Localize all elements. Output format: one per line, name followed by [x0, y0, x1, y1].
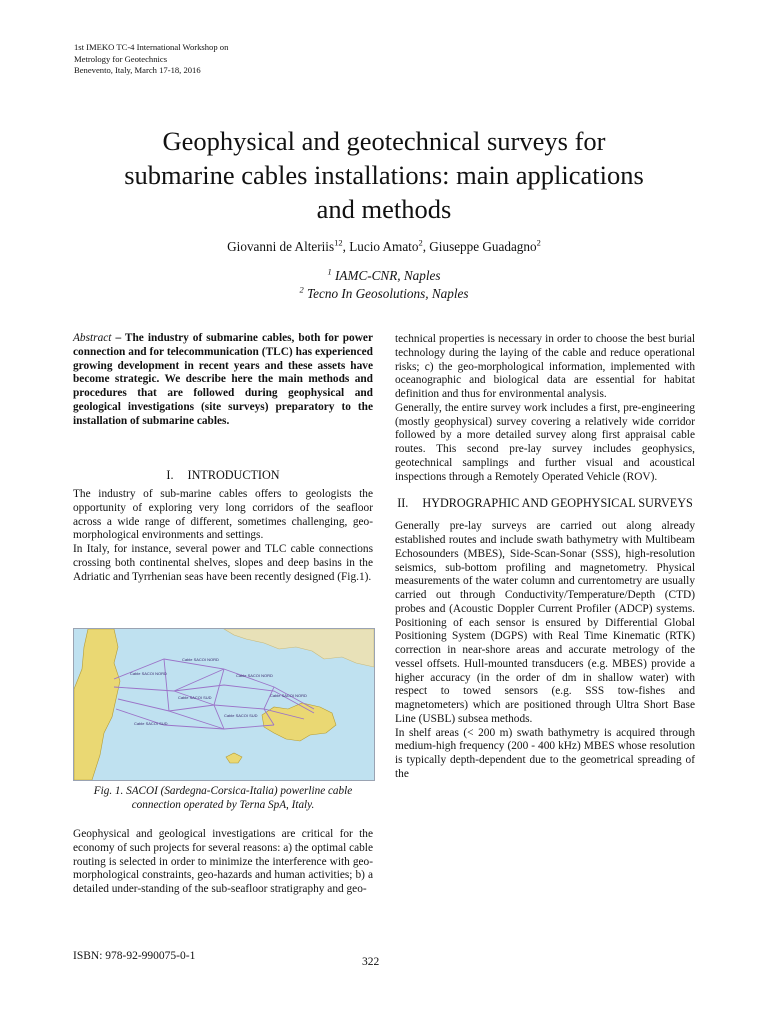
- map-label: Cable SACOI SUD: [134, 721, 168, 726]
- affiliation-1: [40, 267, 728, 285]
- caption-line-2: connection operated by Terna SpA, Italy.: [131, 798, 315, 811]
- affiliation-1-mark: 1: [327, 266, 332, 277]
- figure-1-map: [73, 628, 375, 781]
- section-introduction: [73, 468, 373, 584]
- author-1: Giovanni de Alteriis: [227, 239, 335, 254]
- abstract: [73, 332, 373, 428]
- caption-line-1: Fig. 1. SACOI (Sardegna-Corsica-Italia) powerline cable: [93, 785, 353, 797]
- section-1-number: I.: [166, 468, 174, 482]
- title-line-3: and methods: [316, 194, 452, 224]
- affiliation-1-text: IAMC-CNR, Naples: [335, 268, 441, 283]
- author-separator: ,: [422, 239, 430, 254]
- map-label: Cable SACOI NORD: [236, 673, 273, 678]
- abstract-text: The industry of submarine cables, both for power connection and for telecommunication (TLC) has experienced growing development in recent years and these assets have become strategic. We describe here the main methods and procedures that are followed during geophysical and geological investigations (site surveys) preparatory to the installation of submarine cables.: [73, 332, 373, 427]
- isbn: ISBN: 978-92-990075-0-1: [73, 950, 196, 962]
- paper-title: [40, 124, 728, 226]
- section-1-heading: [73, 468, 373, 483]
- right-column: [395, 333, 695, 782]
- author-separator: ,: [342, 239, 350, 254]
- survey-paragraph-1: Generally pre-lay surveys are carried out along already established routes and include swath bathymetry with Multibeam Echosounders (MBES), Side-Scan-Sonar (SSS), high-resolution seismics, sub-bottom profiling and magnetometry. Physical measurements of the water column and currentometry are usually carried out through Conductivity/Temperature/Depth (CTD) probes and (Acoustic Doppler Current Profiler (ADCP) systems. Positioning of each sensor is ensured by Differential Global Positioning System (DGPS) with Real Time Kinematic (RTK) correction in near-shore areas and accurate metrology of the vessel offsets. Hull-mounted transducers (e.g. MBES) provide a higher accuracy (in the order of dm in shallow water) with respect to towed sensors (e.g. SSS tow-fishes and magnetometers) which are positioned through Ultra Short Base Line (USBL) subsea methods.: [395, 520, 695, 725]
- affiliation-2-mark: 2: [299, 284, 304, 295]
- sacoi-map-illustration: [74, 629, 374, 780]
- map-label: Cable SACOI SUD: [224, 713, 258, 718]
- author-2-affil: 2: [418, 237, 423, 248]
- author-list: [40, 239, 728, 255]
- section-2-number: II.: [397, 496, 409, 511]
- page-number: 322: [362, 956, 380, 968]
- abstract-dash: –: [111, 332, 125, 344]
- map-label: Cable SACOI NORD: [270, 693, 307, 698]
- section-2-heading: [395, 496, 695, 511]
- right-paragraph-2: Generally, the entire survey work includes a first, pre-engineering (mostly geophysical) survey covering a relatively wide corridor followed by a more detailed survey along first appraisal cable routes. This second pre-lay survey includes geophysics, geotechnical samplings and further visual and acoustical inspections through a Remotely Operated Vehicle (ROV).: [395, 401, 695, 483]
- abstract-label: Abstract: [73, 332, 112, 344]
- intro-paragraph-2: In Italy, for instance, several power and TLC cable connections crossing both continental shelves, slopes and deep basins in the Adriatic and Tyrrhenian seas have been recently designed (Fig.1).: [73, 543, 373, 583]
- section-1-title: INTRODUCTION: [187, 468, 280, 482]
- survey-paragraph-2: In shelf areas (< 200 m) swath bathymetry is acquired through medium-high frequency (200 - 400 kHz) MBES whose resolution is typically depth-dependent due to the geometrical spreading of the: [395, 726, 695, 780]
- header-line-3: Benevento, Italy, March 17-18, 2016: [74, 65, 201, 75]
- title-line-2: submarine cables installations: main applications: [124, 160, 644, 190]
- affiliations: [40, 267, 728, 303]
- conference-header: [74, 42, 228, 77]
- map-label: Cable SACOI NORD: [130, 671, 167, 676]
- author-3: Giuseppe Guadagno: [429, 239, 537, 254]
- intro-paragraph-3: Geophysical and geological investigations are critical for the economy of such projects for several reasons: a) the optimal cable routing is selected in order to minimize the interference with geo-morphological constraints, geo-hazards and human activities; b) a detailed under-standing of the sub-seafloor stratigraphy and geo-: [73, 828, 373, 895]
- header-line-2: Metrology for Geotechnics: [74, 53, 168, 64]
- header-line-1: 1st IMEKO TC-4 International Workshop on: [74, 42, 229, 52]
- author-2: Lucio Amato: [349, 239, 419, 254]
- intro-continuation: [73, 828, 373, 897]
- section-2-title: HYDROGRAPHIC AND GEOPHYSICAL SURVEYS: [422, 496, 693, 511]
- author-1-affil: 12: [334, 237, 343, 248]
- intro-paragraph-1: The industry of sub-marine cables offers to geologists the opportunity of exploring very long corridors of the seafloor across a wide range of different, sometimes challenging, geo-morphological environments and settings.: [73, 488, 373, 542]
- affiliation-2-text: Tecno In Geosolutions, Naples: [307, 286, 469, 301]
- map-label: Cable SACOI NORD: [182, 657, 219, 662]
- right-paragraph-1: technical properties is necessary in order to choose the best burial technology during the laying of the cable and reduce operational risks; c) the geo-morphological information, implemented with oceanographic and biological data are essential for habitat definition and thus for environmental analysis.: [395, 333, 695, 400]
- map-label: Cable SACOI SUD: [178, 695, 212, 700]
- author-3-affil: 2: [536, 237, 541, 248]
- title-line-1: Geophysical and geotechnical surveys for: [162, 126, 606, 156]
- affiliation-2: [40, 285, 728, 303]
- figure-1-caption: [73, 785, 373, 812]
